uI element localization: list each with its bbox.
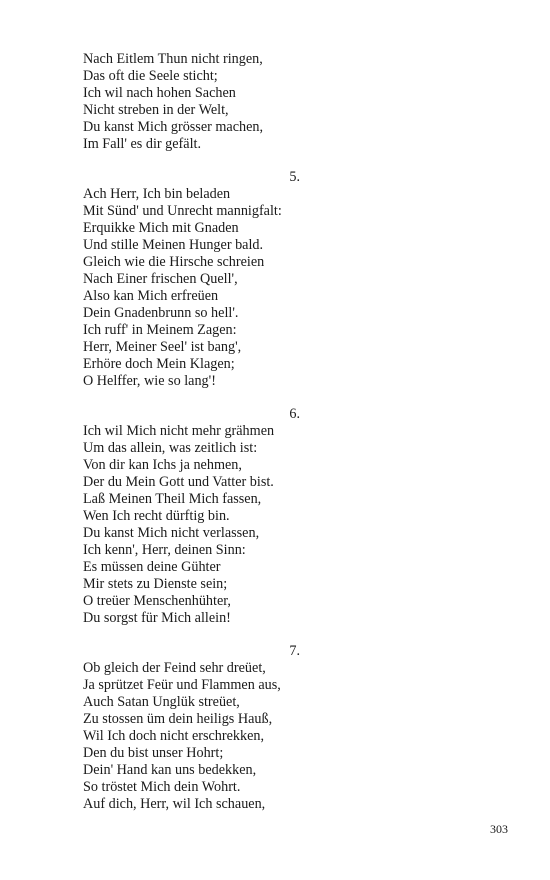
stanza-gap — [83, 627, 308, 643]
verse-line: Wen Ich recht dürftig bin. — [83, 508, 230, 524]
verse-line: Es müssen deine Gühter — [83, 559, 221, 575]
poem-text — [83, 51, 308, 813]
verse-line: Der du Mein Gott und Vatter bist. — [83, 474, 274, 490]
verse-line: Ja sprützet Feür und Flammen aus, — [83, 677, 281, 693]
verse-line: Ich ruff' in Meinem Zagen: — [83, 322, 237, 338]
verse-line: So tröstet Mich dein Wohrt. — [83, 779, 241, 795]
verse-line: O Helffer, wie so lang'! — [83, 373, 216, 389]
verse-line: Ich wil Mich nicht mehr grähmen — [83, 423, 275, 439]
verse-line: Um das allein, was zeitlich ist: — [83, 440, 258, 456]
stanza-continued — [83, 51, 308, 153]
verse-line: Ich wil nach hohen Sachen — [83, 85, 236, 101]
verse-line: Du sorgst für Mich allein! — [83, 610, 231, 626]
verse-line: Nach Einer frischen Quell', — [83, 271, 238, 287]
verse-line: Im Fall' es dir gefält. — [83, 136, 201, 152]
verse-line: Mir stets zu Dienste sein; — [83, 576, 228, 592]
verse-line: Nach Eitlem Thun nicht ringen, — [83, 51, 263, 67]
verse-line: Laß Meinen Theil Mich fassen, — [83, 491, 262, 507]
verse-line: Erhöre doch Mein Klagen; — [83, 356, 235, 372]
stanza-7 — [83, 643, 308, 813]
verse-line: Von dir kan Ichs ja nehmen, — [83, 457, 242, 473]
stanza-gap — [83, 153, 308, 169]
verse-line: Das oft die Seele sticht; — [83, 68, 218, 84]
verse-line: Also kan Mich erfreüen — [83, 288, 219, 304]
verse-line: Und stille Meinen Hunger bald. — [83, 237, 264, 253]
stanza-5 — [83, 169, 308, 390]
stanza-6 — [83, 406, 308, 627]
verse-line: Den du bist unser Hohrt; — [83, 745, 224, 761]
verse-line: Nicht streben in der Welt, — [83, 102, 229, 118]
verse-line: Zu stossen üm dein heiligs Hauß, — [83, 711, 273, 727]
verse-line: Auf dich, Herr, wil Ich schauen, — [83, 796, 266, 812]
verse-line: Ob gleich der Feind sehr dreüet, — [83, 660, 266, 676]
stanza-number: 6. — [289, 406, 300, 422]
verse-line: Ich kenn', Herr, deinen Sinn: — [83, 542, 246, 558]
verse-line: Dein Gnadenbrunn so hell'. — [83, 305, 239, 321]
verse-line: Auch Satan Unglük streüet, — [83, 694, 240, 710]
verse-line: Du kanst Mich grösser machen, — [83, 119, 264, 135]
verse-line: Herr, Meiner Seel' ist bang', — [83, 339, 242, 355]
verse-line: Dein' Hand kan uns bedekken, — [83, 762, 257, 778]
verse-line: Du kanst Mich nicht verlassen, — [83, 525, 260, 541]
stanza-number: 5. — [289, 169, 300, 185]
verse-line: Wil Ich doch nicht erschrekken, — [83, 728, 265, 744]
verse-line: Erquikke Mich mit Gnaden — [83, 220, 239, 236]
stanza-number: 7. — [289, 643, 300, 659]
verse-line: Gleich wie die Hirsche schreien — [83, 254, 265, 270]
stanza-gap — [83, 390, 308, 406]
verse-line: Ach Herr, Ich bin beladen — [83, 186, 231, 202]
page-number: 303 — [490, 822, 508, 836]
verse-line: O treüer Menschenhühter, — [83, 593, 231, 609]
verse-line: Mit Sünd' und Unrecht mannigfalt: — [83, 203, 282, 219]
